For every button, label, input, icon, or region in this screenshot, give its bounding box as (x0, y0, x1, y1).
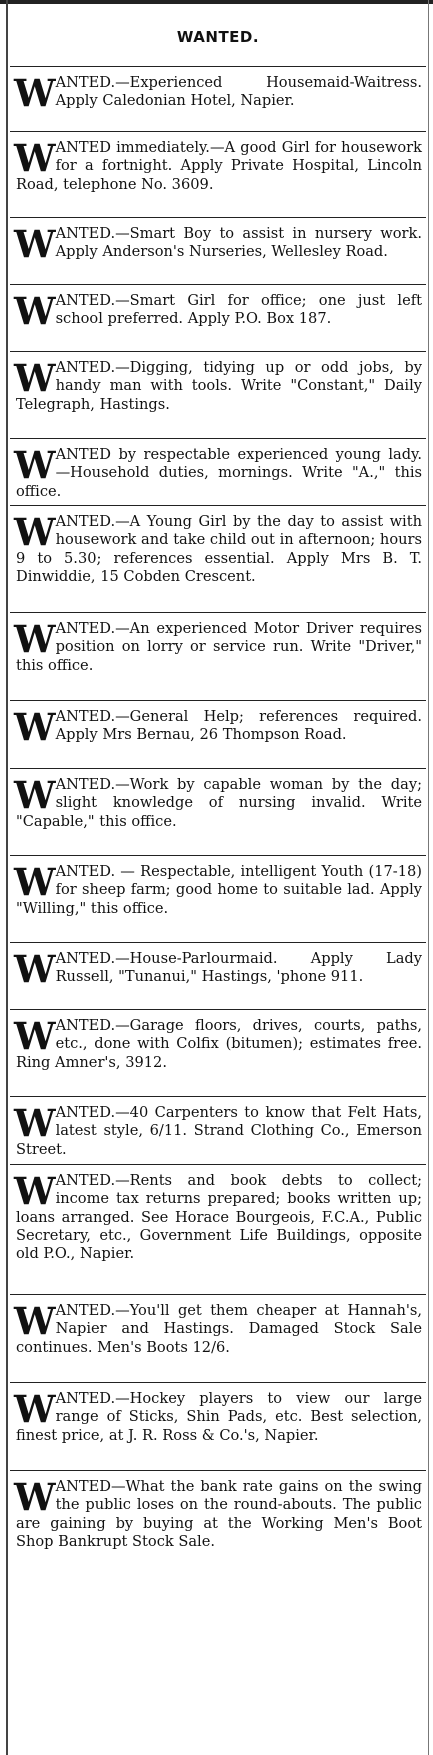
ad-text: ANTED. — Respectable, intelligent Youth (17-18) for sheep farm; good home to suitable lad. Apply "Willing," this office. (16, 863, 422, 917)
ad-text: ANTED.—Work by capable woman by the day; slight knowledge of nursing invalid. Write "Capable," this office. (16, 776, 422, 830)
classified-ad (10, 131, 426, 217)
drop-cap: W (14, 289, 55, 333)
ad-text: ANTED.—Smart Girl for office; one just left school preferred. Apply P.O. Box 187. (55, 292, 422, 328)
ad-text: ANTED.—General Help; references required. Apply Mrs Bernau, 26 Thompson Road. (55, 708, 422, 744)
classified-ad (10, 768, 426, 855)
classified-ad (10, 66, 426, 131)
drop-cap: W (14, 1014, 55, 1058)
drop-cap: W (14, 356, 55, 400)
drop-cap: W (14, 773, 55, 817)
ad-text: ANTED.—Digging, tidying up or odd jobs, by handy man with tools. Write "Constant," Daily Telegraph, Hastings. (16, 359, 422, 413)
ad-text: ANTED.—40 Carpenters to know that Felt Hats, latest style, 6/11. Strand Clothing Co., Emerson Street. (16, 1104, 422, 1158)
classified-ad (10, 351, 426, 438)
classified-ad (10, 855, 426, 942)
classified-ad (10, 1164, 426, 1294)
ad-text: ANTED.—House-Parlourmaid. Apply Lady Russell, "Tunanui," Hastings, 'phone 911. (55, 950, 422, 986)
ad-text: ANTED.—A Young Girl by the day to assist with housework and take child out in afternoon; hours 9 to 5.30; references essential. Apply Mrs B. T. Dinwiddie, 15 Cobden Crescent. (16, 513, 422, 585)
drop-cap: W (14, 136, 55, 180)
drop-cap: W (14, 510, 55, 554)
ad-text: ANTED.—Smart Boy to assist in nursery work. Apply Anderson's Nurseries, Wellesley Road. (55, 225, 422, 261)
classified-column (10, 0, 426, 1570)
ad-text: ANTED—What the bank rate gains on the swing the public loses on the round-abouts. The public are gaining by buying at the Working Men's Boot Shop Bankrupt Stock Sale. (16, 1478, 422, 1550)
classified-ad (10, 942, 426, 1009)
ad-text: ANTED.—Rents and book debts to collect; income tax returns prepared; books written up; loans arranged. See Horace Bourgeois, F.C.A., Public Secretary, etc., Government Life Buildings, opposite old P.O., Napier. (16, 1172, 422, 1263)
drop-cap: W (14, 71, 55, 115)
ad-text: ANTED.—An experienced Motor Driver requires position on lorry or service run. Write "Driver," this office. (16, 620, 422, 674)
drop-cap: W (14, 705, 55, 749)
classified-ad (10, 1470, 426, 1570)
section-heading: WANTED. (176, 28, 260, 46)
drop-cap: W (14, 443, 55, 487)
drop-cap: W (14, 860, 55, 904)
drop-cap: W (14, 222, 55, 266)
ad-text: ANTED.—Hockey players to view our large range of Sticks, Shin Pads, etc. Best selection, finest price, at J. R. Ross & Co.'s, Napier. (16, 1390, 422, 1444)
drop-cap: W (14, 1475, 55, 1519)
drop-cap: W (14, 1101, 55, 1145)
drop-cap: W (14, 1169, 55, 1213)
ad-text: ANTED.—Garage floors, drives, courts, paths, etc., done with Colfix (bitumen); estimates free. Ring Amner's, 3912. (16, 1017, 422, 1071)
classified-ad (10, 505, 426, 612)
classified-ad (10, 1382, 426, 1470)
ad-text: ANTED by respectable experienced young lady.—Household duties, mornings. Write "A.," this office. (16, 446, 422, 500)
classified-ad (10, 612, 426, 700)
left-column-rule (6, 0, 8, 1755)
ad-text: ANTED immediately.—A good Girl for housework for a fortnight. Apply Private Hospital, Lincoln Road, telephone No. 3609. (16, 139, 422, 193)
classified-ad (10, 1009, 426, 1096)
classified-ad (10, 700, 426, 768)
drop-cap: W (14, 1299, 55, 1343)
classified-ad (10, 438, 426, 505)
classified-ad (10, 1294, 426, 1382)
classified-ad (10, 217, 426, 284)
ad-text: ANTED.—You'll get them cheaper at Hannah's, Napier and Hastings. Damaged Stock Sale continues. Men's Boots 12/6. (16, 1302, 422, 1356)
right-column-rule (428, 0, 429, 1755)
drop-cap: W (14, 947, 55, 991)
classified-ad (10, 284, 426, 351)
drop-cap: W (14, 1387, 55, 1431)
classified-ad (10, 1096, 426, 1164)
drop-cap: W (14, 617, 55, 661)
ad-text: ANTED.—Experienced Housemaid-Waitress. Apply Caledonian Hotel, Napier. (55, 74, 422, 110)
